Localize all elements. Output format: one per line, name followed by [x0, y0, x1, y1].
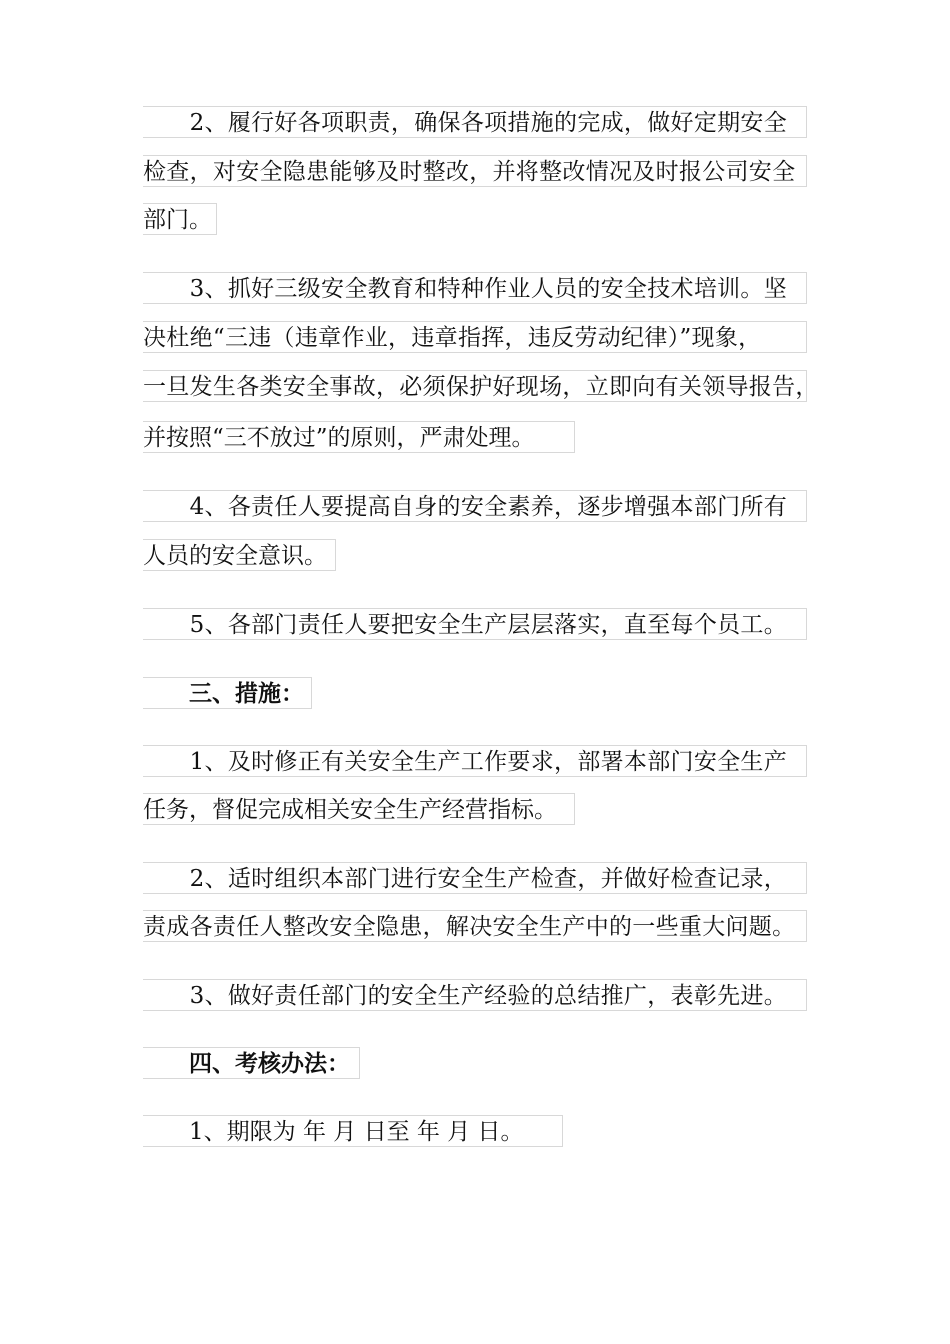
- text-line: 3、做好责任部门的安全生产经验的总结推广，表彰先进。: [143, 979, 807, 1011]
- text-line: 决杜绝“三违（违章作业，违章指挥，违反劳动纪律）”现象，: [143, 321, 807, 353]
- text-line: 5、各部门责任人要把安全生产层层落实，直至每个员工。: [143, 608, 807, 640]
- text-line: 部门。: [143, 203, 217, 235]
- text-line: 3、抓好三级安全教育和特种作业人员的安全技术培训。坚: [143, 272, 807, 304]
- text-line: 并按照“三不放过”的原则，严肃处理。: [143, 421, 575, 453]
- text-line: 检查，对安全隐患能够及时整改，并将整改情况及时报公司安全: [143, 155, 807, 187]
- text-line: 责成各责任人整改安全隐患，解决安全生产中的一些重大问题。: [143, 910, 807, 942]
- section-heading-assessment: 四、考核办法：: [143, 1047, 360, 1079]
- text-line: 1、期限为 年 月 日至 年 月 日。: [143, 1115, 563, 1147]
- text-line: 1、及时修正有关安全生产工作要求，部署本部门安全生产: [143, 745, 807, 777]
- text-line: 2、适时组织本部门进行安全生产检查，并做好检查记录，: [143, 862, 807, 894]
- text-line: 人员的安全意识。: [143, 539, 336, 571]
- text-line: 4、各责任人要提高自身的安全素养，逐步增强本部门所有: [143, 490, 807, 522]
- text-line: 一旦发生各类安全事故，必须保护好现场，立即向有关领导报告，: [143, 370, 807, 402]
- section-heading-measures: 三、措施：: [143, 677, 312, 709]
- text-line: 2、履行好各项职责，确保各项措施的完成，做好定期安全: [143, 106, 807, 138]
- text-line: 任务，督促完成相关安全生产经营指标。: [143, 793, 575, 825]
